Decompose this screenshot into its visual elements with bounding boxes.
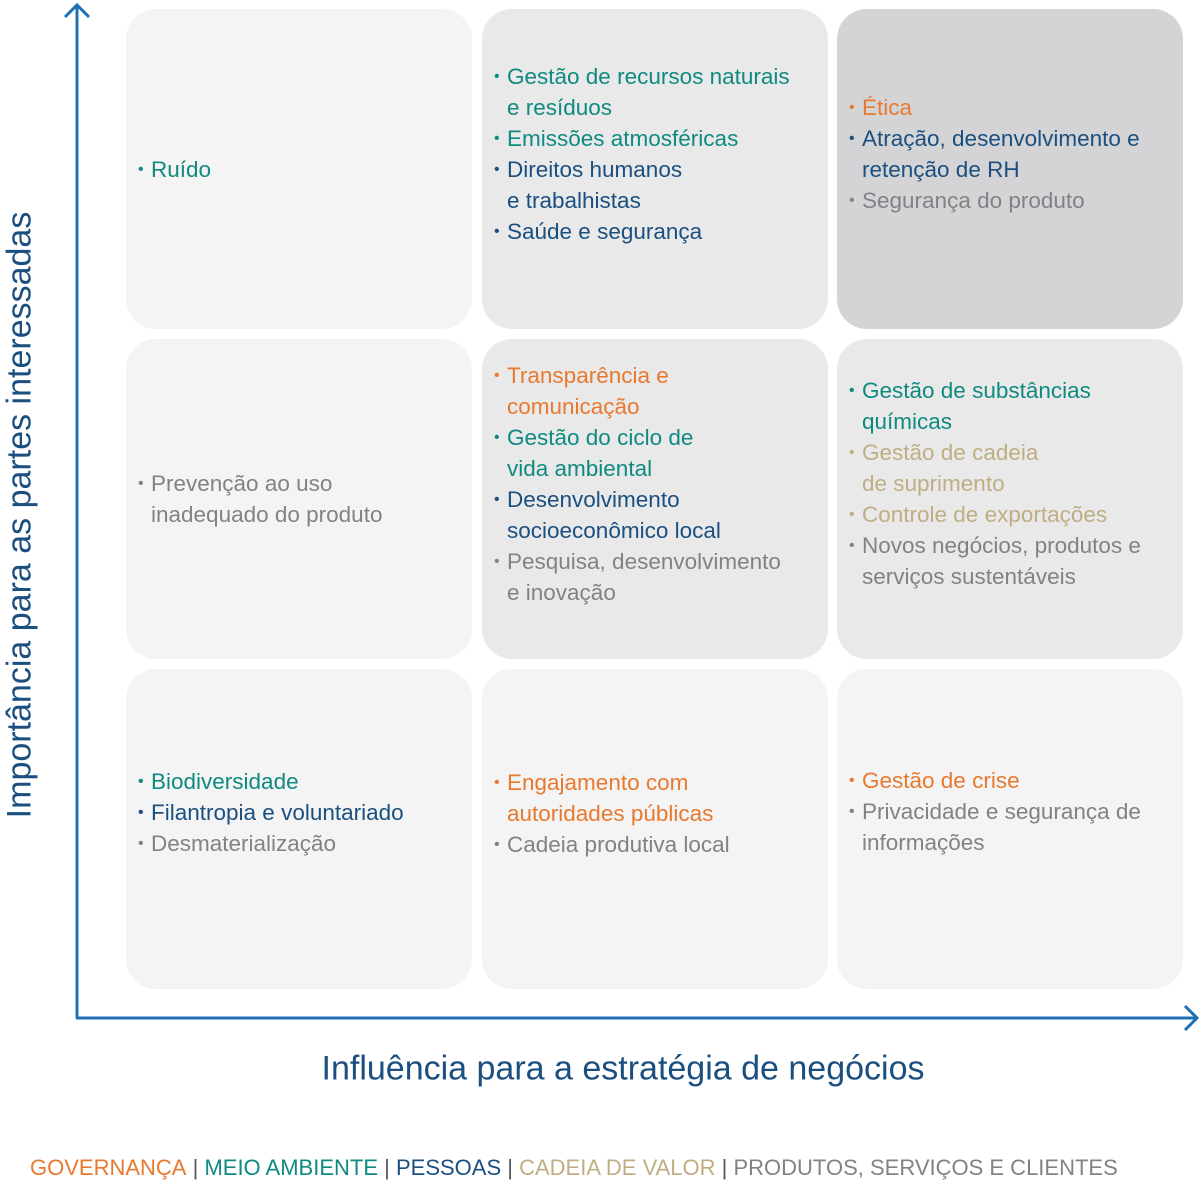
matrix-item (494, 422, 820, 484)
legend-separator: | (378, 1155, 396, 1180)
cell-mid-low (126, 339, 472, 659)
matrix-item-label: Controle de exportações (862, 502, 1108, 527)
bullet-icon: • (849, 382, 855, 399)
matrix-item (138, 828, 464, 859)
legend-item-prd: PRODUTOS, SERVIÇOS E CLIENTES (733, 1155, 1118, 1180)
matrix-item-label: Gestão de recursos naturais e resíduos (507, 64, 790, 120)
cell-low-high (837, 669, 1183, 989)
matrix-item (494, 829, 820, 860)
matrix-item-label: Filantropia e voluntariado (151, 800, 404, 825)
bullet-icon: • (494, 130, 500, 147)
matrix-item (494, 767, 820, 829)
matrix-item-label: Segurança do produto (862, 188, 1085, 213)
matrix-item (849, 123, 1175, 185)
cell-items (849, 92, 1175, 216)
bullet-icon: • (138, 161, 144, 178)
category-legend (30, 1154, 1118, 1182)
matrix-item-label: Gestão de crise (862, 768, 1020, 793)
cell-low-low (126, 669, 472, 989)
matrix-item-label: Cadeia produtiva local (507, 832, 730, 857)
matrix-item-label: Saúde e segurança (507, 219, 703, 244)
legend-separator: | (715, 1155, 734, 1180)
matrix-item-label: Ética (862, 95, 913, 120)
bullet-icon: • (494, 367, 500, 384)
matrix-item (849, 796, 1175, 858)
legend-item-env: MEIO AMBIENTE (204, 1155, 379, 1180)
legend-item-val: CADEIA DE VALOR (519, 1155, 716, 1180)
matrix-item (849, 92, 1175, 123)
cell-items (849, 375, 1175, 592)
matrix-item (494, 360, 820, 422)
matrix-item (849, 375, 1175, 437)
bullet-icon: • (849, 537, 855, 554)
matrix-item (849, 437, 1175, 499)
bullet-icon: • (138, 804, 144, 821)
matrix-item (494, 546, 820, 608)
matrix-item (494, 154, 820, 216)
cell-items (849, 765, 1175, 858)
bullet-icon: • (494, 68, 500, 85)
bullet-icon: • (494, 429, 500, 446)
matrix-item-label: Engajamento com autoridades públicas (507, 770, 714, 826)
bullet-icon: • (849, 444, 855, 461)
bullet-icon: • (494, 553, 500, 570)
legend-separator: | (501, 1155, 520, 1180)
bullet-icon: • (494, 836, 500, 853)
bullet-icon: • (494, 774, 500, 791)
bullet-icon: • (849, 99, 855, 116)
matrix-item-label: Prevenção ao uso inadequado do produto (151, 471, 383, 527)
cell-items (138, 154, 464, 185)
matrix-item-label: Novos negócios, produtos e serviços sustentáveis (862, 533, 1141, 589)
matrix-item (849, 185, 1175, 216)
cell-items (494, 360, 820, 608)
cell-items (494, 61, 820, 247)
matrix-item (494, 484, 820, 546)
matrix-item-label: Desmaterialização (151, 831, 337, 856)
bullet-icon: • (138, 475, 144, 492)
x-axis-label: Influência para a estratégia de negócios (321, 1049, 925, 1088)
matrix-item-label: Atração, desenvolvimento e retenção de RH (862, 126, 1140, 182)
matrix-item-label: Pesquisa, desenvolvimento e inovação (507, 549, 781, 605)
matrix-item-label: Ruído (151, 157, 212, 182)
cell-mid-high (837, 339, 1183, 659)
cell-low-mid (482, 669, 828, 989)
cell-items (494, 767, 820, 860)
legend-item-ppl: PESSOAS (395, 1155, 502, 1180)
matrix-item (494, 61, 820, 123)
cell-high-high (837, 9, 1183, 329)
matrix-item (138, 468, 464, 530)
bullet-icon: • (138, 835, 144, 852)
cell-high-mid (482, 9, 828, 329)
matrix-item (138, 154, 464, 185)
matrix-item (138, 797, 464, 828)
matrix-item-label: Desenvolvimento socioeconômico local (507, 487, 721, 543)
matrix-item-label: Gestão de substâncias químicas (862, 378, 1091, 434)
cell-high-low (126, 9, 472, 329)
bullet-icon: • (849, 772, 855, 789)
matrix-item-label: Gestão do ciclo de vida ambiental (507, 425, 694, 481)
cell-items (138, 766, 464, 859)
bullet-icon: • (849, 803, 855, 820)
bullet-icon: • (849, 130, 855, 147)
bullet-icon: • (494, 161, 500, 178)
cell-mid-mid (482, 339, 828, 659)
bullet-icon: • (849, 506, 855, 523)
y-axis-label: Importância para as partes interessadas (0, 211, 39, 819)
matrix-item-label: Privacidade e segurança de informações (862, 799, 1141, 855)
legend-separator: | (186, 1155, 205, 1180)
matrix-item (849, 530, 1175, 592)
matrix-item-label: Direitos humanos e trabalhistas (507, 157, 683, 213)
bullet-icon: • (138, 773, 144, 790)
matrix-item-label: Gestão de cadeia de suprimento (862, 440, 1039, 496)
matrix-item (849, 765, 1175, 796)
matrix-item-label: Transparência e comunicação (507, 363, 669, 419)
legend-item-gov: GOVERNANÇA (30, 1155, 187, 1180)
matrix-item (849, 499, 1175, 530)
bullet-icon: • (494, 491, 500, 508)
bullet-icon: • (494, 223, 500, 240)
matrix-item (138, 766, 464, 797)
matrix-item (494, 216, 820, 247)
matrix-item-label: Emissões atmosféricas (507, 126, 739, 151)
cell-items (138, 468, 464, 530)
bullet-icon: • (849, 192, 855, 209)
matrix-item-label: Biodiversidade (151, 769, 299, 794)
matrix-item (494, 123, 820, 154)
